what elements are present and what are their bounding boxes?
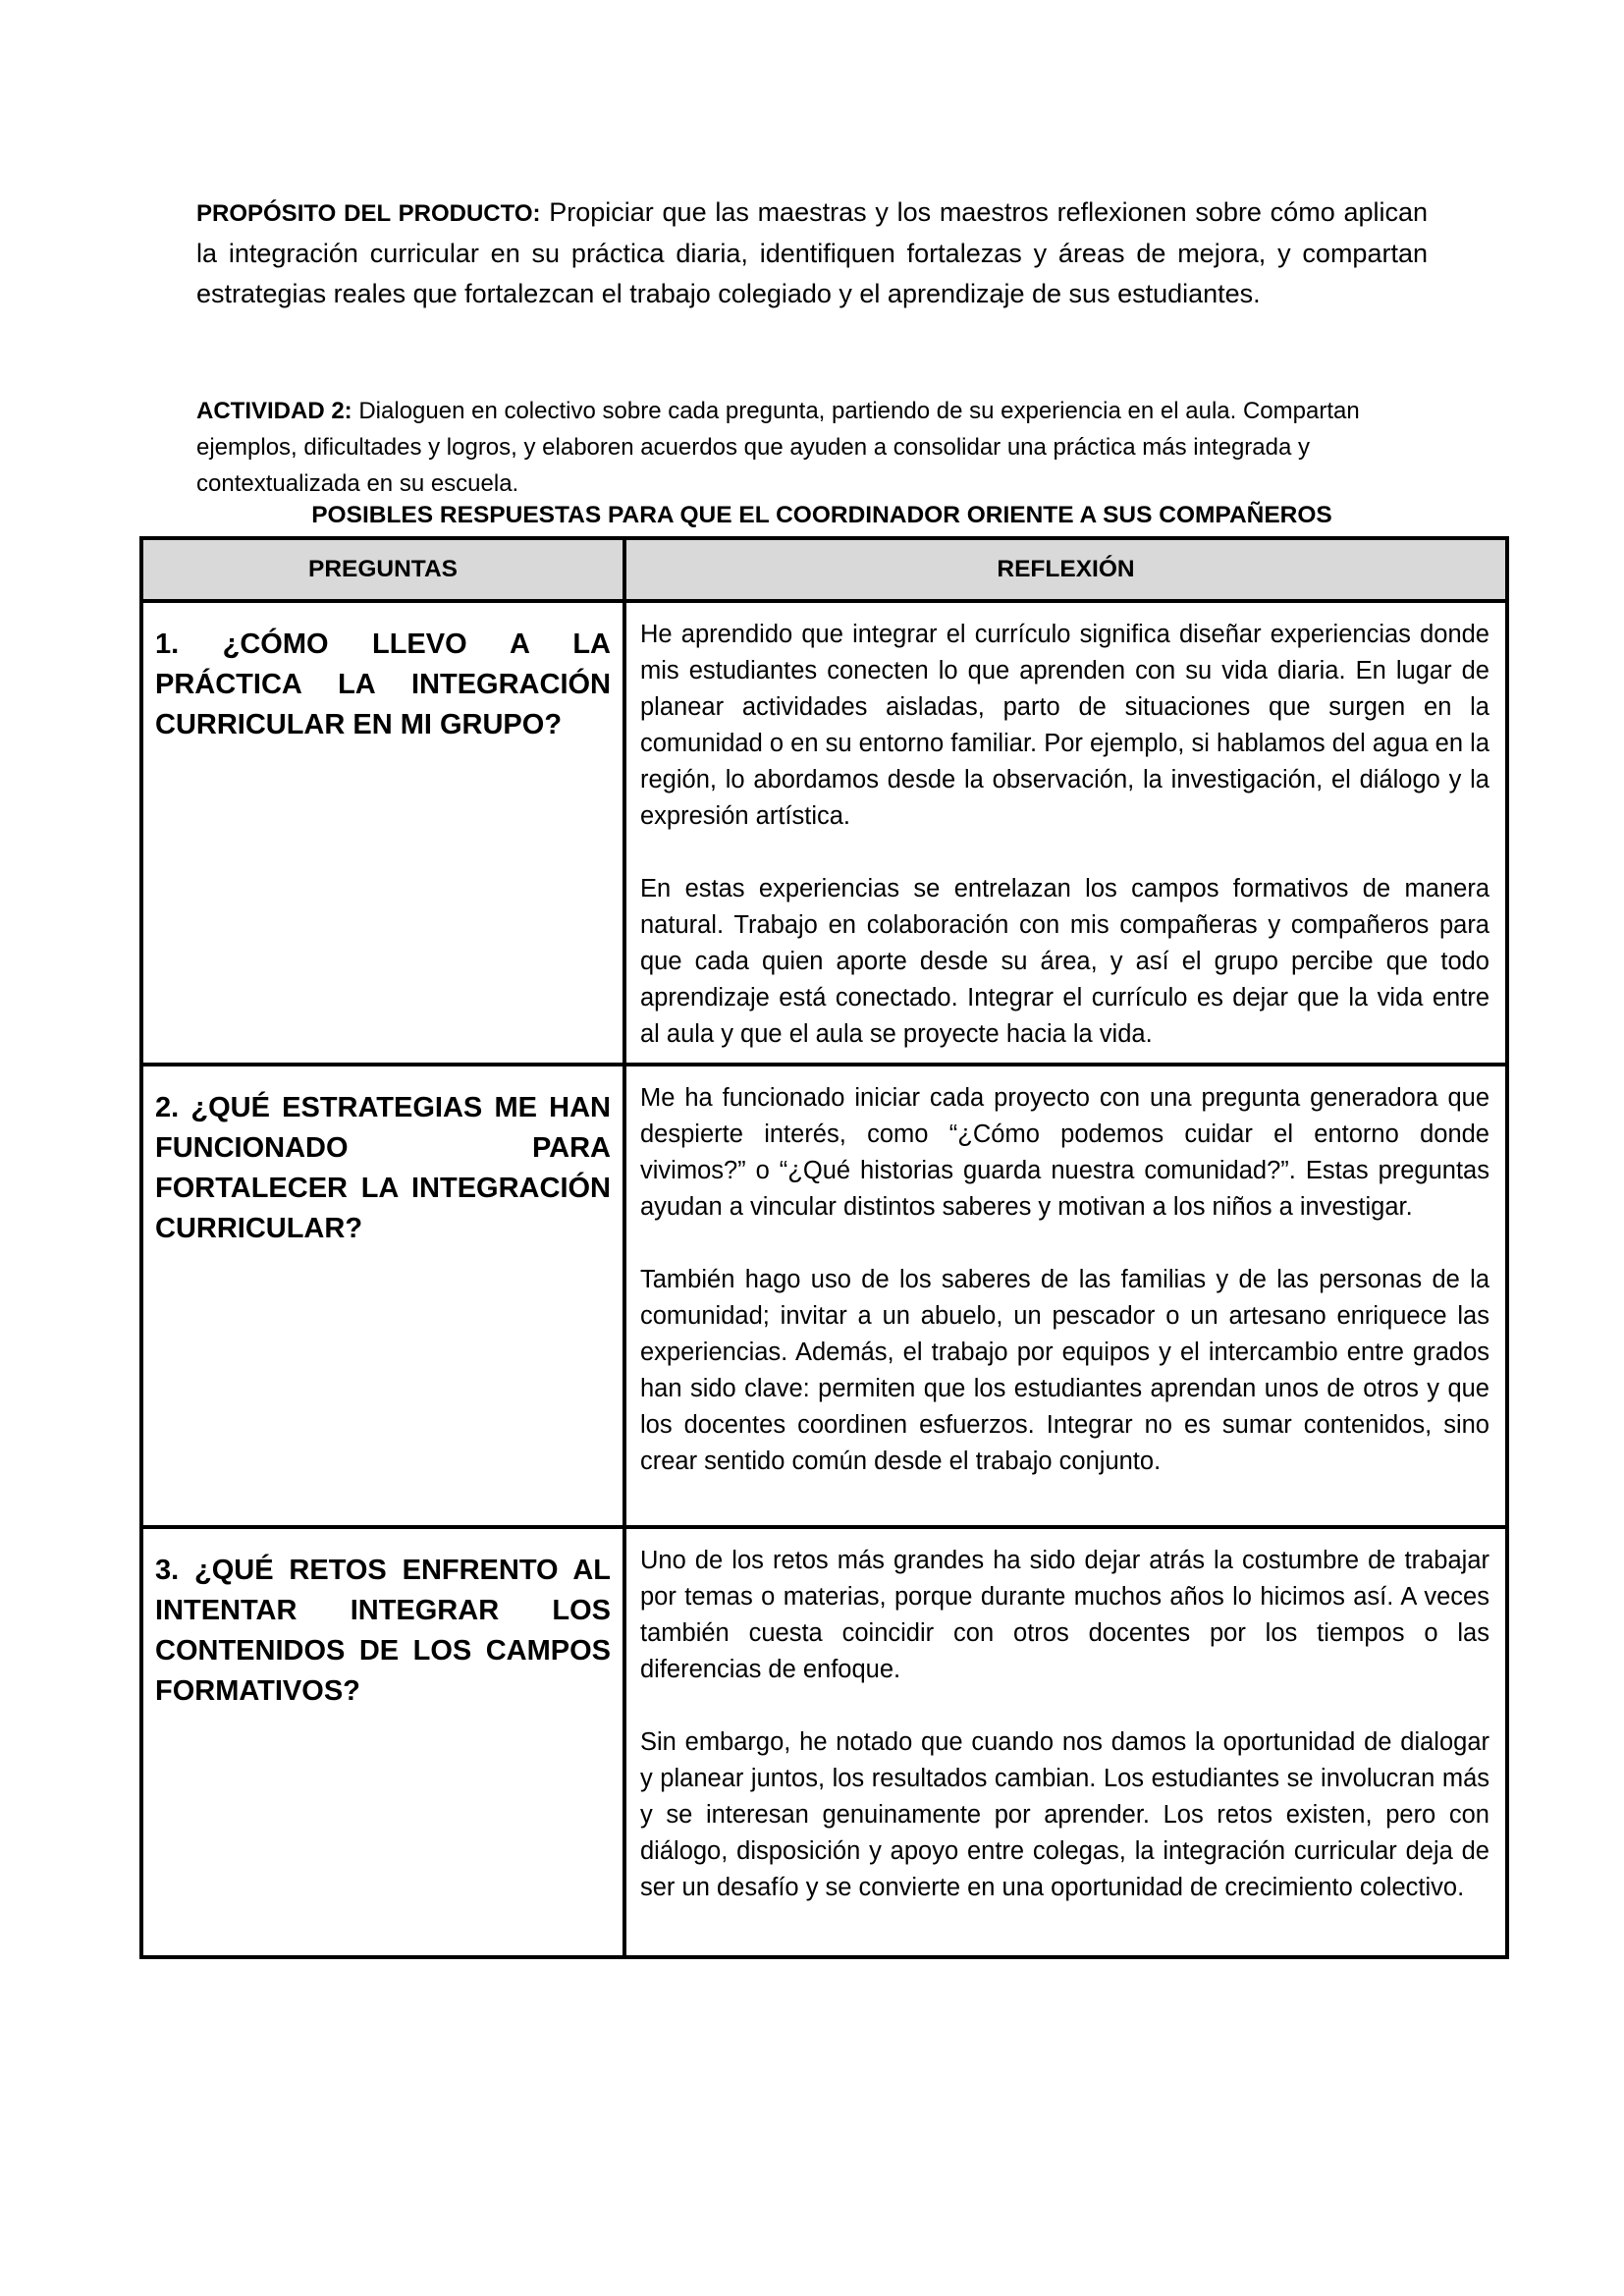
purpose-paragraph	[196, 192, 1428, 314]
reflection-paragraph: En estas experiencias se entrelazan los campos formativos de manera natural. Trabajo en colaboración con mis compañeras y compañeros para que cada quien aporte desde su área, y así el grupo percibe que todo aprendizaje está conectado. Integrar el currículo es dejar que la vida entre al aula y que el aula se proyecte hacia la vida.	[640, 875, 1489, 1048]
table-header-row	[141, 538, 1507, 601]
reflection-paragraph: Sin embargo, he notado que cuando nos damos la oportunidad de dialogar y planear juntos, los resultados cambian. Los estudiantes se involucran más y se interesan genuinamente por aprender. Los retos existen, pero con diálogo, disposición y apoyo entre colegas, la integración curricular deja de ser un desafío y se convierte en una oportunidad de crecimiento colectivo.	[640, 1728, 1489, 1901]
reflection-paragraph: Me ha funcionado iniciar cada proyecto con una pregunta generadora que despierte interés, como “¿Cómo podemos cuidar el entorno donde vivimos?” o “¿Qué historias guarda nuestra comunidad?”. Estas preguntas ayudan a vincular distintos saberes y motivan a los niños a investigar.	[640, 1084, 1489, 1221]
reflection-paragraph: He aprendido que integrar el currículo significa diseñar experiencias donde mis estudiantes conecten lo que aprenden con su vida diaria. En lugar de planear actividades aisladas, parto de situaciones que surgen en la comunidad o en su entorno familiar. Por ejemplo, si hablamos del agua en la región, lo abordamos desde la observación, la investigación, el diálogo y la expresión artística.	[640, 621, 1489, 830]
purpose-label: PROPÓSITO DEL PRODUCTO:	[196, 200, 541, 227]
table-row	[141, 1527, 1507, 1957]
table-title: POSIBLES RESPUESTAS PARA QUE EL COORDINADOR ORIENTE A SUS COMPAÑEROS	[311, 502, 1332, 528]
question-cell: 2. ¿QUÉ ESTRATEGIAS ME HAN FUNCIONADO PARA FORTALECER LA INTEGRACIÓN CURRICULAR?	[141, 1065, 624, 1527]
reflection-table	[139, 536, 1509, 1959]
activity-label: ACTIVIDAD 2:	[196, 398, 352, 424]
header-reflexion: REFLEXIÓN	[624, 538, 1507, 601]
table-row	[141, 601, 1507, 1065]
question-cell: 1. ¿CÓMO LLEVO A LA PRÁCTICA LA INTEGRACIÓN CURRICULAR EN MI GRUPO?	[141, 601, 624, 1065]
question-cell: 3. ¿QUÉ RETOS ENFRENTO AL INTENTAR INTEGRAR LOS CONTENIDOS DE LOS CAMPOS FORMATIVOS?	[141, 1527, 624, 1957]
activity-text: Dialoguen en colectivo sobre cada pregunta, partiendo de su experiencia en el aula. Compartan ejemplos, dificultades y logros, y elaboren acuerdos que ayuden a consolidar una práctica más integrada y contextualizada en su escuela.	[196, 398, 1360, 497]
header-preguntas: PREGUNTAS	[141, 538, 624, 601]
activity-paragraph	[196, 393, 1428, 502]
reflection-cell	[624, 601, 1507, 1065]
reflection-paragraph: Uno de los retos más grandes ha sido dejar atrás la costumbre de trabajar por temas o materias, porque durante muchos años lo hicimos así. A veces también cuesta coincidir con otros docentes por los tiempos o las diferencias de enfoque.	[640, 1547, 1489, 1683]
reflection-paragraph: También hago uso de los saberes de las familias y de las personas de la comunidad; invitar a un abuelo, un pescador o un artesano enriquece las experiencias. Además, el trabajo por equipos y el intercambio entre grados han sido clave: permiten que los estudiantes aprendan unos de otros y que los docentes coordinen esfuerzos. Integrar no es sumar contenidos, sino crear sentido común desde el trabajo conjunto.	[640, 1266, 1489, 1475]
purpose-text: Propiciar que las maestras y los maestros reflexionen sobre cómo aplican la integración curricular en su práctica diaria, identifiquen fortalezas y áreas de mejora, y compartan estrategias reales que fortalezcan el trabajo colegiado y el aprendizaje de sus estudiantes.	[196, 197, 1429, 308]
reflection-cell	[624, 1527, 1507, 1957]
table-row	[141, 1065, 1507, 1527]
reflection-cell	[624, 1065, 1507, 1527]
